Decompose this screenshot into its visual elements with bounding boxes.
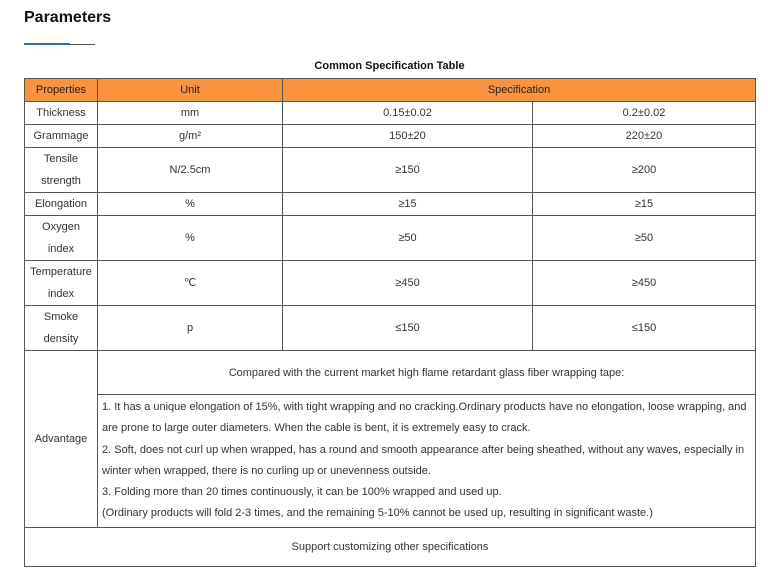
spec-b-cell: ≥50 [533,216,756,261]
table-row [25,261,756,306]
table-row [25,306,756,351]
advantage-intro-row [25,351,756,395]
table-row [25,193,756,216]
spec-b-cell: ≥200 [533,148,756,193]
advantage-label: Advantage [25,351,98,528]
property-cell: Thickness [25,102,98,125]
specification-table [24,78,756,567]
unit-cell: p [98,306,283,351]
unit-cell: g/m² [98,125,283,148]
unit-cell: N/2.5cm [98,148,283,193]
property-cell: Elongation [25,193,98,216]
advantage-intro: Compared with the current market high flame retardant glass fiber wrapping tape: [98,351,756,395]
unit-cell: ℃ [98,261,283,306]
header-specification: Specification [283,79,756,102]
spec-a-cell: ≥150 [283,148,533,193]
title-underline-accent [24,43,70,45]
spec-a-cell: 0.15±0.02 [283,102,533,125]
property-cell: Grammage [25,125,98,148]
advantage-item: (Ordinary products will fold 2-3 times, and the remaining 5-10% cannot be used up, resulting in significant waste.) [102,507,653,520]
unit-cell: % [98,216,283,261]
advantage-details-row [25,395,756,528]
table-caption: Common Specification Table [314,60,465,72]
spec-a-cell: ≥50 [283,216,533,261]
footer-note: Support customizing other specifications [25,527,756,566]
header-unit: Unit [98,79,283,102]
support-row [25,527,756,566]
spec-b-cell: 220±20 [533,125,756,148]
spec-a-cell: ≤150 [283,306,533,351]
spec-b-cell: 0.2±0.02 [533,102,756,125]
table-row [25,216,756,261]
table-row [25,148,756,193]
table-header-row [25,79,756,102]
spec-b-cell: ≤150 [533,306,756,351]
title-underline-rule [70,44,95,45]
header-properties: Properties [25,79,98,102]
property-cell: Smoke density [25,306,98,351]
advantage-details [98,395,756,528]
spec-a-cell: ≥15 [283,193,533,216]
advantage-item: 2. Soft, does not curl up when wrapped, has a round and smooth appearance after being sheathed, without any waves, especially in winter when wrapped, there is no curling up or unevenness outside. [102,443,745,477]
spec-a-cell: ≥450 [283,261,533,306]
advantage-item: 1. It has a unique elongation of 15%, with tight wrapping and no cracking.Ordinary products have no elongation, loose wrapping, and are prone to large outer diameters. When the cable is bent, it is extremely easy to crack. [102,401,747,435]
spec-a-cell: 150±20 [283,125,533,148]
unit-cell: % [98,193,283,216]
spec-b-cell: ≥450 [533,261,756,306]
unit-cell: mm [98,102,283,125]
table-row [25,125,756,148]
table-row [25,102,756,125]
advantage-item: 3. Folding more than 20 times continuously, it can be 100% wrapped and used up. [102,486,502,499]
property-cell: Tensile strength [25,148,98,193]
spec-b-cell: ≥15 [533,193,756,216]
property-cell: Oxygen index [25,216,98,261]
property-cell: Temperature index [25,261,98,306]
section-title: Parameters [24,9,112,26]
